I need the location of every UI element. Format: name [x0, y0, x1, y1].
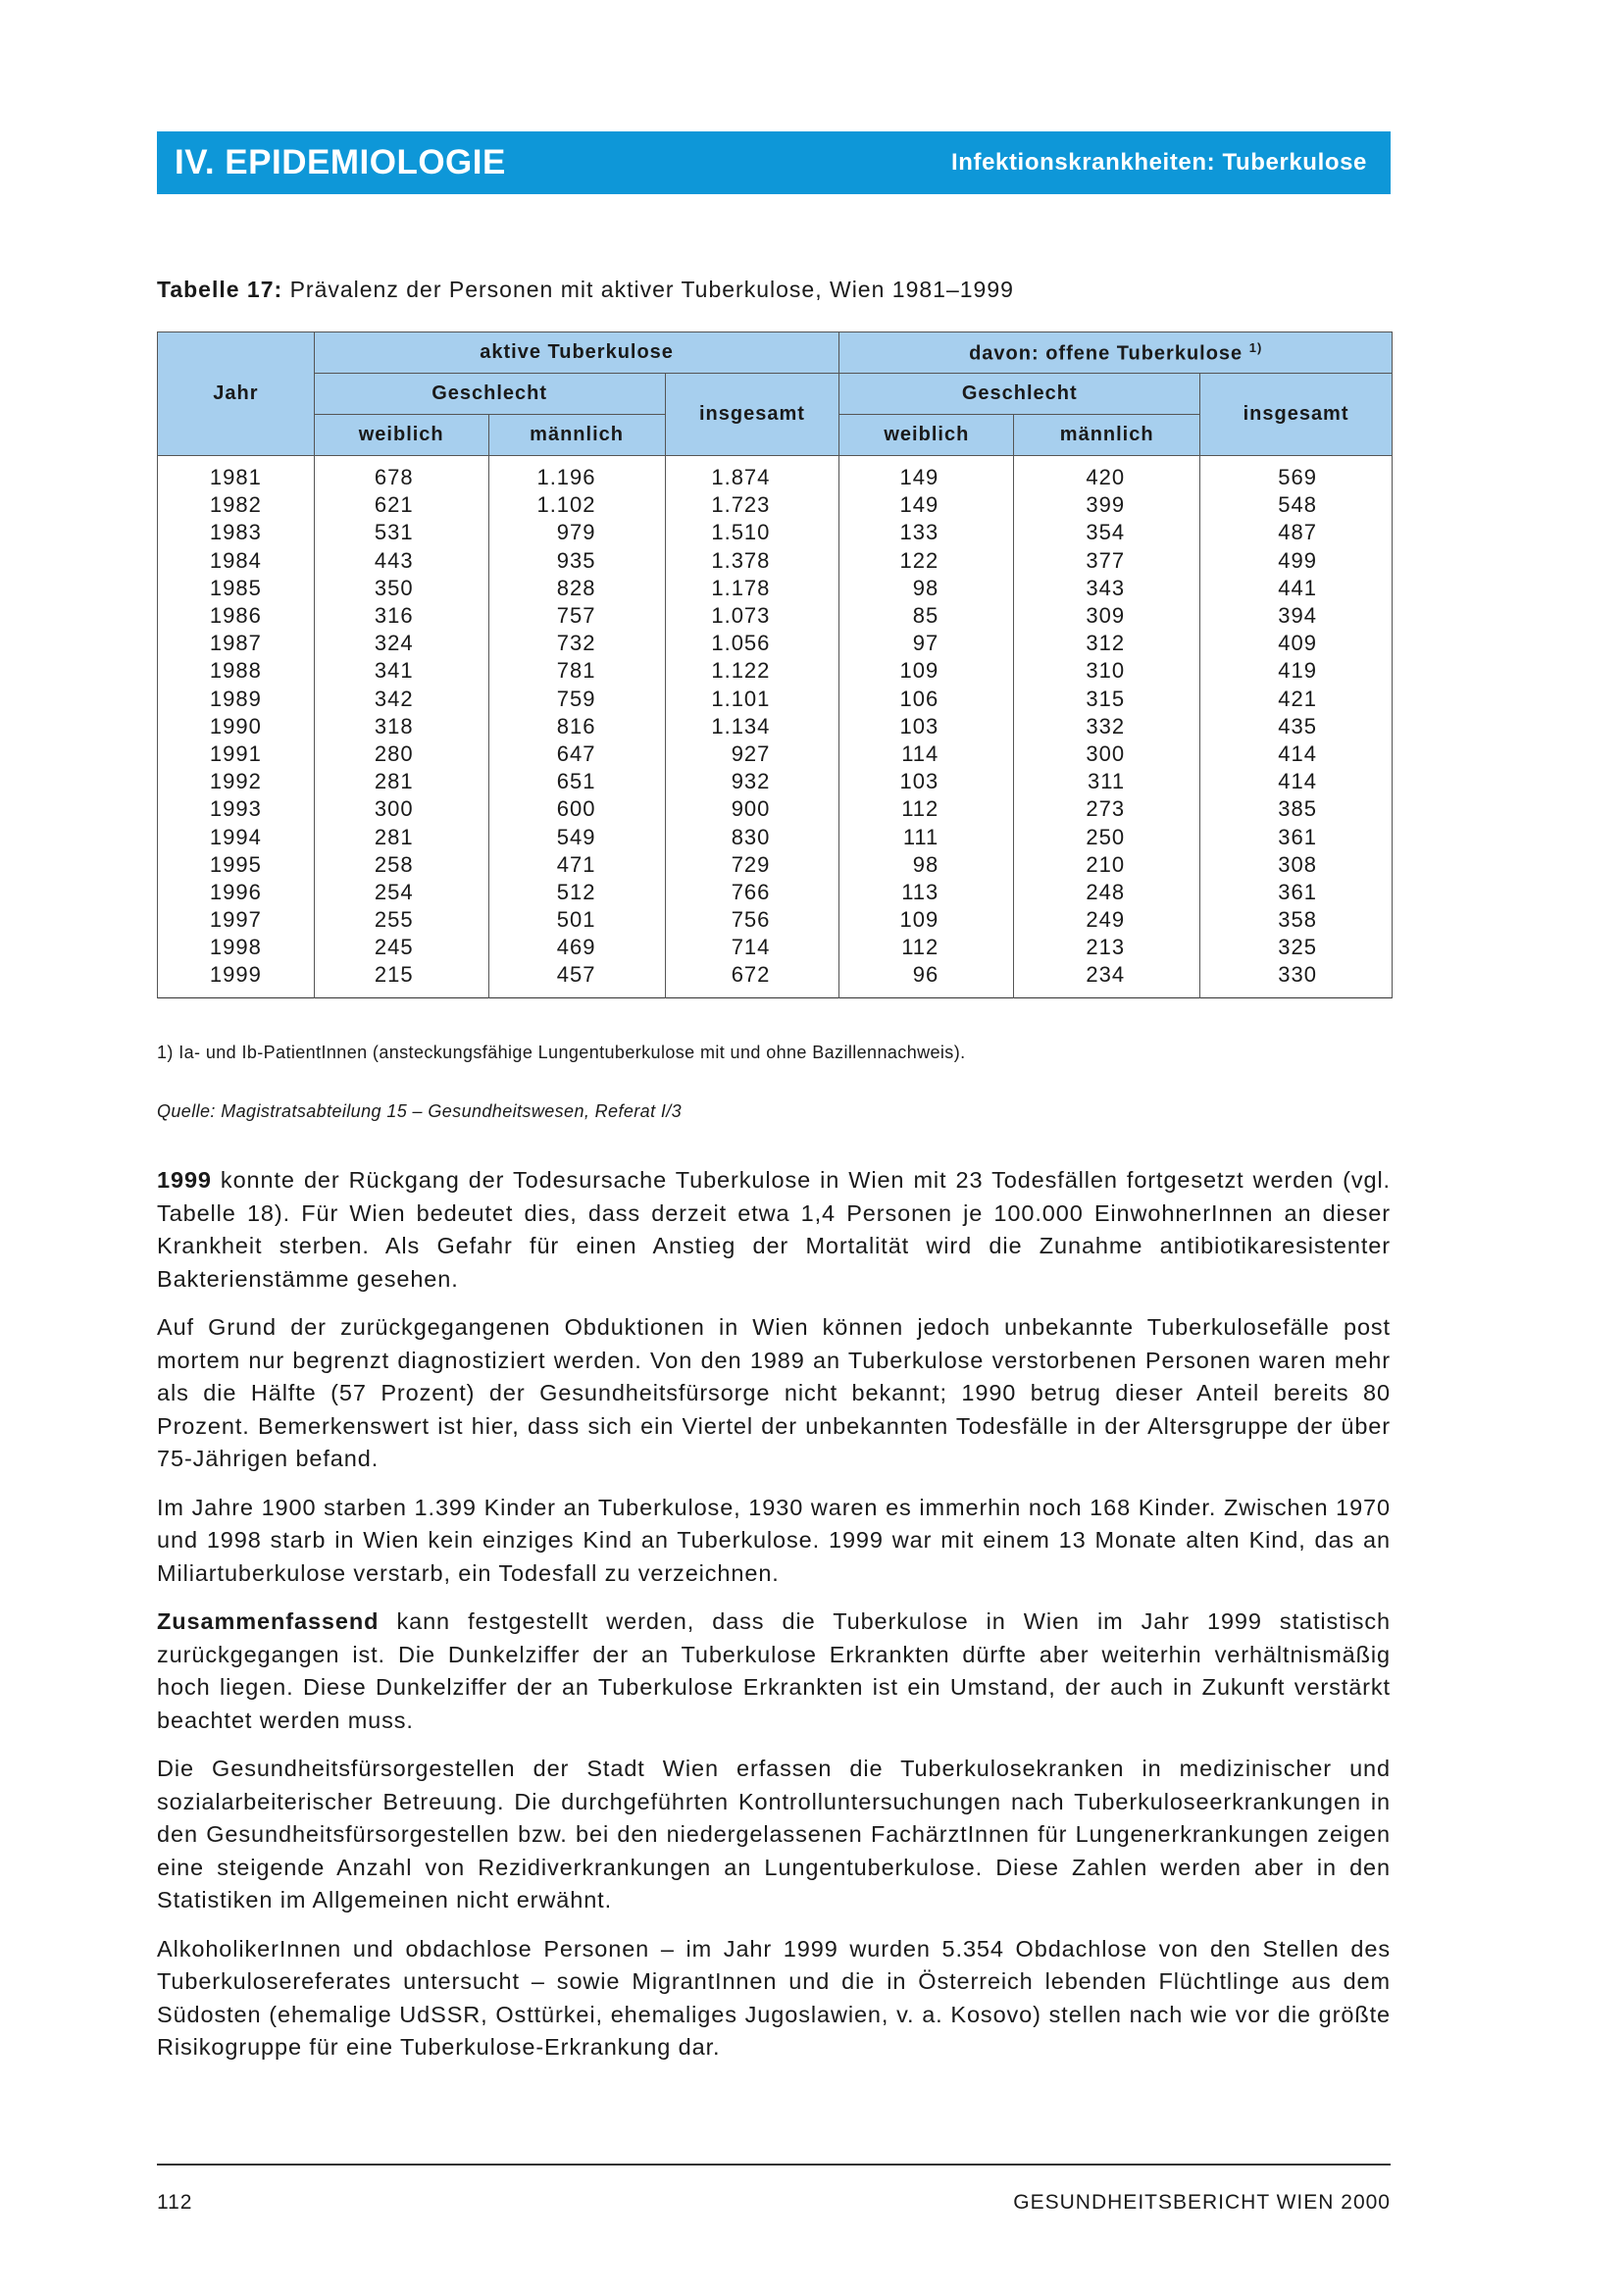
- cell-year: 1999: [158, 961, 315, 997]
- cell-open-total: 414: [1200, 768, 1393, 795]
- cell-active-female: 678: [314, 456, 488, 492]
- cell-active-female: 215: [314, 961, 488, 997]
- cell-open-male: 248: [1014, 879, 1200, 906]
- cell-year: 1991: [158, 740, 315, 768]
- cell-active-total: 1.056: [665, 630, 839, 657]
- cell-open-female: 122: [839, 547, 1014, 575]
- cell-year: 1990: [158, 713, 315, 740]
- paragraph: Die Gesundheitsfürsorgestellen der Stadt Wien erfassen die Tuberkulosekranken in medizinischer und sozialarbeiterischer Betreuung. Die durchgeführten Kontrolluntersuchungen nach Tuberkuloseerkrankungen in den Gesundheitsfürsorgestellen bzw. bei den niedergelassenen FachärztInnen für Lungenerkrankungen zeigen eine steigende Anzahl von Rezidiverkrankungen an Lungentuberkulose. Diese Zahlen werden aber in den Statistiken im Allgemeinen nicht erwähnt.: [157, 1756, 1391, 1912]
- prevalence-table: [157, 331, 1393, 998]
- cell-year: 1982: [158, 491, 315, 519]
- cell-open-female: 114: [839, 740, 1014, 768]
- table-caption-text: Prävalenz der Personen mit aktiver Tuberkulose, Wien 1981–1999: [282, 277, 1014, 302]
- cell-open-total: 358: [1200, 906, 1393, 934]
- cell-active-female: 254: [314, 879, 488, 906]
- cell-active-total: 1.178: [665, 575, 839, 602]
- cell-active-male: 935: [488, 547, 665, 575]
- cell-active-female: 258: [314, 851, 488, 879]
- cell-open-total: 330: [1200, 961, 1393, 997]
- cell-year: 1988: [158, 657, 315, 685]
- cell-active-total: 932: [665, 768, 839, 795]
- paragraph: AlkoholikerInnen und obdachlose Personen – im Jahr 1999 wurden 5.354 Obdachlose von den Stellen des Tuberkulosereferates untersucht – sowie MigrantInnen und die in Österreich lebenden Flüchtlinge aus dem Südosten (ehemalige UdSSR, Osttürkei, ehemaliges Jugoslawien, v. a. Kosovo) stellen nach wie vor die größte Risikogruppe für eine Tuberkulose-Erkrankung dar.: [157, 1935, 1391, 2060]
- cell-active-total: 1.073: [665, 602, 839, 630]
- col-header-female-open: weiblich: [839, 415, 1014, 456]
- cell-year: 1983: [158, 519, 315, 546]
- cell-open-total: 441: [1200, 575, 1393, 602]
- cell-active-male: 549: [488, 823, 665, 850]
- cell-open-female: 106: [839, 686, 1014, 713]
- cell-open-female: 109: [839, 906, 1014, 934]
- col-group-open: davon: offene Tuberkulose $^{1)}$: [839, 332, 1393, 374]
- cell-year: 1984: [158, 547, 315, 575]
- cell-open-male: 310: [1014, 657, 1200, 685]
- col-header-total-open: insgesamt: [1200, 374, 1393, 456]
- cell-open-female: 111: [839, 823, 1014, 850]
- cell-year: 1995: [158, 851, 315, 879]
- paragraph: Auf Grund der zurückgegangenen Obduktionen in Wien können jedoch unbekannte Tuberkulosefälle post mortem nur begrenzt diagnostiziert werden. Von den 1989 an Tuberkulose verstorbenen Personen waren mehr als die Hälfte (57 Prozent) der Gesundheitsfürsorge nicht bekannt; 1990 betrug dieser Anteil bereits 80 Prozent. Bemerkenswert ist hier, dass sich ein Viertel der unbekannten Todesfälle in der Altersgruppe der über 75-Jährigen befand.: [157, 1314, 1391, 1471]
- cell-active-female: 245: [314, 934, 488, 961]
- cell-open-total: 421: [1200, 686, 1393, 713]
- table-row: [158, 934, 1393, 961]
- col-header-male-active: männlich: [488, 415, 665, 456]
- cell-open-male: 377: [1014, 547, 1200, 575]
- table-row: [158, 851, 1393, 879]
- cell-active-female: 324: [314, 630, 488, 657]
- page-number: 112: [157, 2191, 193, 2214]
- table-body: [158, 456, 1393, 998]
- cell-open-male: 343: [1014, 575, 1200, 602]
- cell-open-male: 354: [1014, 519, 1200, 546]
- cell-open-female: 133: [839, 519, 1014, 546]
- cell-open-male: 315: [1014, 686, 1200, 713]
- col-header-total-active: insgesamt: [665, 374, 839, 456]
- cell-active-male: 1.102: [488, 491, 665, 519]
- table-row: [158, 491, 1393, 519]
- table-row: [158, 456, 1393, 492]
- cell-active-total: 714: [665, 934, 839, 961]
- cell-active-total: 756: [665, 906, 839, 934]
- cell-active-total: 1.874: [665, 456, 839, 492]
- section-title: IV. EPIDEMIOLOGIE: [175, 143, 506, 181]
- cell-active-total: 1.101: [665, 686, 839, 713]
- section-header: [157, 131, 1391, 194]
- footer-divider: [157, 2164, 1391, 2166]
- cell-active-total: 1.510: [665, 519, 839, 546]
- cell-active-female: 341: [314, 657, 488, 685]
- cell-active-male: 471: [488, 851, 665, 879]
- cell-active-male: 469: [488, 934, 665, 961]
- cell-open-male: 249: [1014, 906, 1200, 934]
- cell-active-female: 280: [314, 740, 488, 768]
- col-group-active: aktive Tuberkulose: [314, 332, 839, 374]
- cell-active-female: 350: [314, 575, 488, 602]
- table-row: [158, 657, 1393, 685]
- cell-active-male: 979: [488, 519, 665, 546]
- cell-open-total: 361: [1200, 823, 1393, 850]
- cell-open-male: 250: [1014, 823, 1200, 850]
- cell-open-total: 435: [1200, 713, 1393, 740]
- table-row: [158, 686, 1393, 713]
- cell-open-total: 487: [1200, 519, 1393, 546]
- cell-active-female: 281: [314, 768, 488, 795]
- cell-active-total: 1.378: [665, 547, 839, 575]
- cell-open-total: 419: [1200, 657, 1393, 685]
- cell-active-female: 300: [314, 795, 488, 823]
- table-row: [158, 740, 1393, 768]
- cell-open-total: 385: [1200, 795, 1393, 823]
- cell-active-male: 651: [488, 768, 665, 795]
- cell-open-female: 103: [839, 713, 1014, 740]
- col-header-sex-active: Geschlecht: [314, 374, 665, 415]
- cell-active-total: 672: [665, 961, 839, 997]
- cell-year: 1981: [158, 456, 315, 492]
- cell-year: 1989: [158, 686, 315, 713]
- cell-open-male: 210: [1014, 851, 1200, 879]
- cell-open-female: 96: [839, 961, 1014, 997]
- table-row: [158, 713, 1393, 740]
- cell-active-total: 766: [665, 879, 839, 906]
- cell-year: 1994: [158, 823, 315, 850]
- cell-active-female: 318: [314, 713, 488, 740]
- cell-open-total: 569: [1200, 456, 1393, 492]
- cell-open-female: 103: [839, 768, 1014, 795]
- col-header-sex-open: Geschlecht: [839, 374, 1200, 415]
- cell-open-female: 112: [839, 795, 1014, 823]
- paragraph: Zusammenfassend kann festgestellt werden, dass die Tuberkulose in Wien im Jahr 1999 statistisch zurückgegangen ist. Die Dunkelziffer der an Tuberkulose Erkrankten dürfte aber weiterhin verhältnismäßig hoch liegen. Diese Dunkelziffer der an Tuberkulose Erkrankten ist ein Umstand, der auch in Zukunft verstärkt beachtet werden muss.: [157, 1608, 1391, 1733]
- table-caption: [157, 277, 1014, 303]
- cell-open-female: 109: [839, 657, 1014, 685]
- cell-active-female: 621: [314, 491, 488, 519]
- cell-open-male: 420: [1014, 456, 1200, 492]
- cell-open-total: 414: [1200, 740, 1393, 768]
- cell-active-female: 443: [314, 547, 488, 575]
- cell-active-male: 816: [488, 713, 665, 740]
- cell-active-male: 828: [488, 575, 665, 602]
- table-row: [158, 602, 1393, 630]
- table-row: [158, 961, 1393, 997]
- table-footnote: 1) Ia- und Ib-PatientInnen (ansteckungsfähige Lungentuberkulose mit und ohne Bazillennachweis).: [157, 1043, 966, 1062]
- cell-active-total: 1.134: [665, 713, 839, 740]
- cell-open-female: 97: [839, 630, 1014, 657]
- col-header-male-open: männlich: [1014, 415, 1200, 456]
- cell-year: 1997: [158, 906, 315, 934]
- cell-open-total: 361: [1200, 879, 1393, 906]
- cell-active-female: 316: [314, 602, 488, 630]
- cell-active-male: 759: [488, 686, 665, 713]
- paragraph: 1999 konnte der Rückgang der Todesursache Tuberkulose in Wien mit 23 Todesfällen fortgesetzt werden (vgl. Tabelle 18). Für Wien bedeutet dies, dass derzeit etwa 1,4 Personen je 100.000 EinwohnerInnen an dieser Krankheit sterben. Als Gefahr für einen Anstieg der Mortalität wird die Zunahme antibiotikaresistenter Bakterienstämme gesehen.: [157, 1167, 1391, 1292]
- cell-open-female: 112: [839, 934, 1014, 961]
- table-row: [158, 795, 1393, 823]
- cell-active-male: 1.196: [488, 456, 665, 492]
- cell-active-total: 1.122: [665, 657, 839, 685]
- cell-open-female: 149: [839, 456, 1014, 492]
- cell-active-male: 512: [488, 879, 665, 906]
- table-source: Quelle: Magistratsabteilung 15 – Gesundheitswesen, Referat I/3: [157, 1101, 683, 1121]
- cell-year: 1993: [158, 795, 315, 823]
- cell-active-male: 781: [488, 657, 665, 685]
- cell-open-male: 273: [1014, 795, 1200, 823]
- cell-open-total: 499: [1200, 547, 1393, 575]
- cell-year: 1986: [158, 602, 315, 630]
- cell-active-total: 927: [665, 740, 839, 768]
- cell-active-male: 732: [488, 630, 665, 657]
- table-caption-label: Tabelle 17:: [157, 277, 283, 302]
- cell-active-female: 281: [314, 823, 488, 850]
- footnote-marker: 1): [1248, 339, 1263, 355]
- cell-active-male: 501: [488, 906, 665, 934]
- cell-open-male: 311: [1014, 768, 1200, 795]
- cell-active-male: 647: [488, 740, 665, 768]
- table-row: [158, 630, 1393, 657]
- col-header-female-active: weiblich: [314, 415, 488, 456]
- body-text: [157, 1164, 1391, 2080]
- cell-year: 1998: [158, 934, 315, 961]
- cell-active-total: 1.723: [665, 491, 839, 519]
- cell-active-female: 342: [314, 686, 488, 713]
- cell-open-total: 548: [1200, 491, 1393, 519]
- cell-active-female: 255: [314, 906, 488, 934]
- cell-open-female: 85: [839, 602, 1014, 630]
- cell-active-total: 729: [665, 851, 839, 879]
- cell-open-male: 234: [1014, 961, 1200, 997]
- cell-active-male: 457: [488, 961, 665, 997]
- cell-open-total: 409: [1200, 630, 1393, 657]
- table-row: [158, 519, 1393, 546]
- report-title: GESUNDHEITSBERICHT WIEN 2000: [1013, 2191, 1391, 2214]
- cell-open-male: 213: [1014, 934, 1200, 961]
- table-row: [158, 879, 1393, 906]
- table-row: [158, 823, 1393, 850]
- table-row: [158, 768, 1393, 795]
- cell-year: 1985: [158, 575, 315, 602]
- cell-open-female: 149: [839, 491, 1014, 519]
- cell-open-male: 300: [1014, 740, 1200, 768]
- cell-active-male: 600: [488, 795, 665, 823]
- cell-open-female: 98: [839, 575, 1014, 602]
- paragraph: Im Jahre 1900 starben 1.399 Kinder an Tuberkulose, 1930 waren es immerhin noch 168 Kinder. Zwischen 1970 und 1998 starb in Wien kein einziges Kind an Tuberkulose. 1999 war mit einem 13 Monate alten Kind, das an Miliartuberkulose verstarb, ein Todesfall zu verzeichnen.: [157, 1494, 1391, 1586]
- table-row: [158, 575, 1393, 602]
- cell-open-male: 312: [1014, 630, 1200, 657]
- cell-year: 1987: [158, 630, 315, 657]
- section-topic: Infektionskrankheiten: Tuberkulose: [950, 149, 1367, 176]
- cell-open-total: 308: [1200, 851, 1393, 879]
- cell-year: 1996: [158, 879, 315, 906]
- cell-active-total: 900: [665, 795, 839, 823]
- cell-open-male: 309: [1014, 602, 1200, 630]
- cell-active-male: 757: [488, 602, 665, 630]
- cell-open-female: 113: [839, 879, 1014, 906]
- cell-open-male: 332: [1014, 713, 1200, 740]
- cell-active-female: 531: [314, 519, 488, 546]
- cell-year: 1992: [158, 768, 315, 795]
- cell-open-total: 394: [1200, 602, 1393, 630]
- table-row: [158, 547, 1393, 575]
- cell-open-female: 98: [839, 851, 1014, 879]
- col-header-year: Jahr: [158, 332, 315, 456]
- table-row: [158, 906, 1393, 934]
- cell-active-total: 830: [665, 823, 839, 850]
- cell-open-male: 399: [1014, 491, 1200, 519]
- cell-open-total: 325: [1200, 934, 1393, 961]
